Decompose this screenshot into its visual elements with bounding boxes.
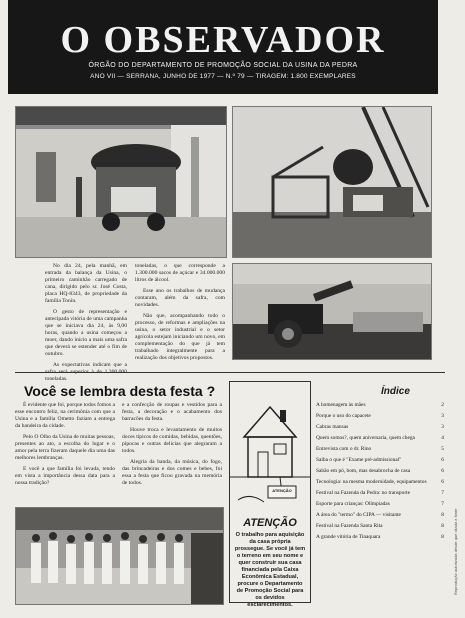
index-entry-label: Quem somos?, quem aniversaria, quem chega (316, 435, 415, 441)
newspaper-title: O OBSERVADOR (60, 19, 386, 61)
index-entry-page: 7 (441, 501, 444, 507)
lead-paragraph: Não que, acompanhando todo o processo, de reformas e ampliações na usina, o setor industrial e o setor agrícola estejam iniciando um novo, em complementação do que já tem trabalhado integralmente para a realização dos objetivos propostos. (135, 313, 225, 361)
index-entry-page: 8 (441, 523, 444, 529)
cane-loader-image (233, 264, 431, 359)
photo-truck-at-scale (15, 106, 227, 258)
index-entry[interactable] (316, 446, 444, 453)
lead-article-col2 (135, 263, 225, 366)
side-credit: Reprodução autorizada desde que citada a fonte (453, 508, 458, 595)
publisher-line: ÓRGÃO DO DEPARTAMENTO DE PROMOÇÃO SOCIAL DA USINA DA PEDRA (88, 62, 358, 69)
index-entry-page: 3 (441, 424, 444, 430)
notice-box (229, 381, 311, 608)
section-divider (15, 372, 445, 373)
lead-paragraph: Esse ano os trabalhos de mudança contaram, além da safra, com novidades. (135, 288, 225, 308)
feature-col2 (122, 402, 222, 491)
index-entry-page: 8 (441, 512, 444, 518)
index-entry[interactable] (316, 468, 444, 475)
index-entry[interactable] (316, 413, 444, 420)
photo-cane-crane (232, 106, 432, 258)
sign-text: ATENÇÃO (272, 488, 292, 493)
index-entry[interactable] (316, 534, 444, 541)
cane-crane-image (233, 107, 431, 257)
index-entry[interactable] (316, 457, 444, 464)
feature-paragraph: e a confecção de roupas e vestidos para a festa, a decoração e o acabamento dos barracões da festa. (122, 402, 222, 422)
index-entry[interactable] (316, 501, 444, 508)
lead-paragraph: toneladas, o que corresponde a 1.300.000 sacos de açúcar e 34.000.000 litros de álcool. (135, 263, 225, 283)
index-entry-page: 7 (441, 490, 444, 496)
lead-paragraph: As expectativas indicam que a toneladas. (45, 362, 127, 382)
truck-at-scale-image (16, 107, 226, 257)
index-entry-page: 5 (441, 446, 444, 452)
index-entry-page: 6 (441, 479, 444, 485)
index-entry-label: Festival na Fazenda Santa Rita (316, 523, 383, 529)
notice-title: ATENÇÃO (243, 517, 297, 529)
index-title: Índice (381, 386, 410, 397)
index-entry-label: A área do "termo" do CIPA — visitante (316, 512, 401, 518)
table-of-contents (316, 402, 444, 545)
index-entry[interactable] (316, 490, 444, 497)
masthead (8, 0, 438, 94)
notice-text: O trabalho para aquisição da casa própria prossegue. Se você já tem o terreno em seu nome e quer construir sua casa financiada pela Caixa Econômica Estadual, procure o Departamento de Promoção Social para os devidos esclarecimentos. (234, 532, 306, 608)
index-entry-label: A homenagem às mães (316, 402, 366, 408)
index-entry-page: 3 (441, 413, 444, 419)
index-entry[interactable] (316, 435, 444, 442)
index-entry-label: Porque o uso do capacete (316, 413, 371, 419)
index-entry-label: Saiba o que é "Exame pré-admissional" (316, 457, 402, 463)
index-entry[interactable] (316, 402, 444, 409)
index-entry[interactable] (316, 479, 444, 486)
feature-paragraph: E você a que família foi levada, tendo em vista a importância dessa data para a nossa tradição? (15, 466, 115, 486)
issue-line: ANO VII — SERRANA, JUNHO DE 1977 — N.º 79 — TIRAGEM: 1.800 EXEMPLARES (90, 73, 356, 80)
index-entry-page: 4 (441, 435, 444, 441)
index-entry-page: 6 (441, 468, 444, 474)
index-entry-label: A grande vitória de Tinaquara (316, 534, 381, 540)
feature-paragraph: Alegria da banda, da música, do fogo, das brincadeiras e dos comes e bebes, foi essa a festa que ficou gravada na memória de todos. (122, 459, 222, 486)
index-entry[interactable] (316, 523, 444, 530)
lead-paragraph: O gesto de representação e antecipada vitória de uma campanha que se iniciava dia 24, às 9,00 horas, quando a usina começou a moer, dando início a mais uma safra que deverá se estender até o fim de outubro. (45, 309, 127, 357)
feature-paragraph: É evidente que foi, porque todos fomos a esse encontro feliz, na cerimônia com que a Usina e a família Ometto faziam a entrega da bandeira da cidade. (15, 402, 115, 429)
index-entry-page: 2 (441, 402, 444, 408)
lead-article-col1 (45, 263, 127, 387)
index-entry-label: Festival na Fazenda da Pedra: no transporte (316, 490, 411, 496)
index-entry-page: 6 (441, 457, 444, 463)
photo-cane-loader (232, 263, 432, 360)
index-entry-page: 8 (441, 534, 444, 540)
index-entry[interactable] (316, 424, 444, 431)
index-entry[interactable] (316, 512, 444, 519)
index-entry-label: Entrevista com o dr. Rino (316, 446, 372, 452)
index-entry-label: Cabras mansas (316, 424, 349, 430)
lead-paragraph: No dia 24, pela manhã, em entrada da balança da Usina, o primeiro caminhão carregado de cana, dirigido pelo sr. José Costa, placa HQ-8343, de propriedade da família Tonin. (45, 263, 127, 304)
index-entry-label: Esporte para crianças: Olímpiadas (316, 501, 390, 507)
feature-paragraph: Pelo O Olho da Usina de muitas pessoas, presentes ao ato, a escolha do lugar e o amor pela terra fizeram daquele dia uma das melhores lembranças. (15, 434, 115, 461)
photo-festival-crowd (15, 507, 224, 605)
feature-col1 (15, 402, 115, 491)
festival-crowd-image (16, 508, 223, 604)
index-entry-label: Sabão em pó, bom, mas desabrocha de casa (316, 468, 411, 474)
feature-paragraph: Houve troca e levantamento de muitos doces típicos de comidas, bebidas, quentões, pipocas e outras delícias que alegraram a todos. (122, 427, 222, 454)
feature-headline: Você se lembra desta festa ? (24, 383, 216, 399)
index-entry-label: Tecnologia: na mesma modernidade, equipamentos (316, 479, 427, 485)
